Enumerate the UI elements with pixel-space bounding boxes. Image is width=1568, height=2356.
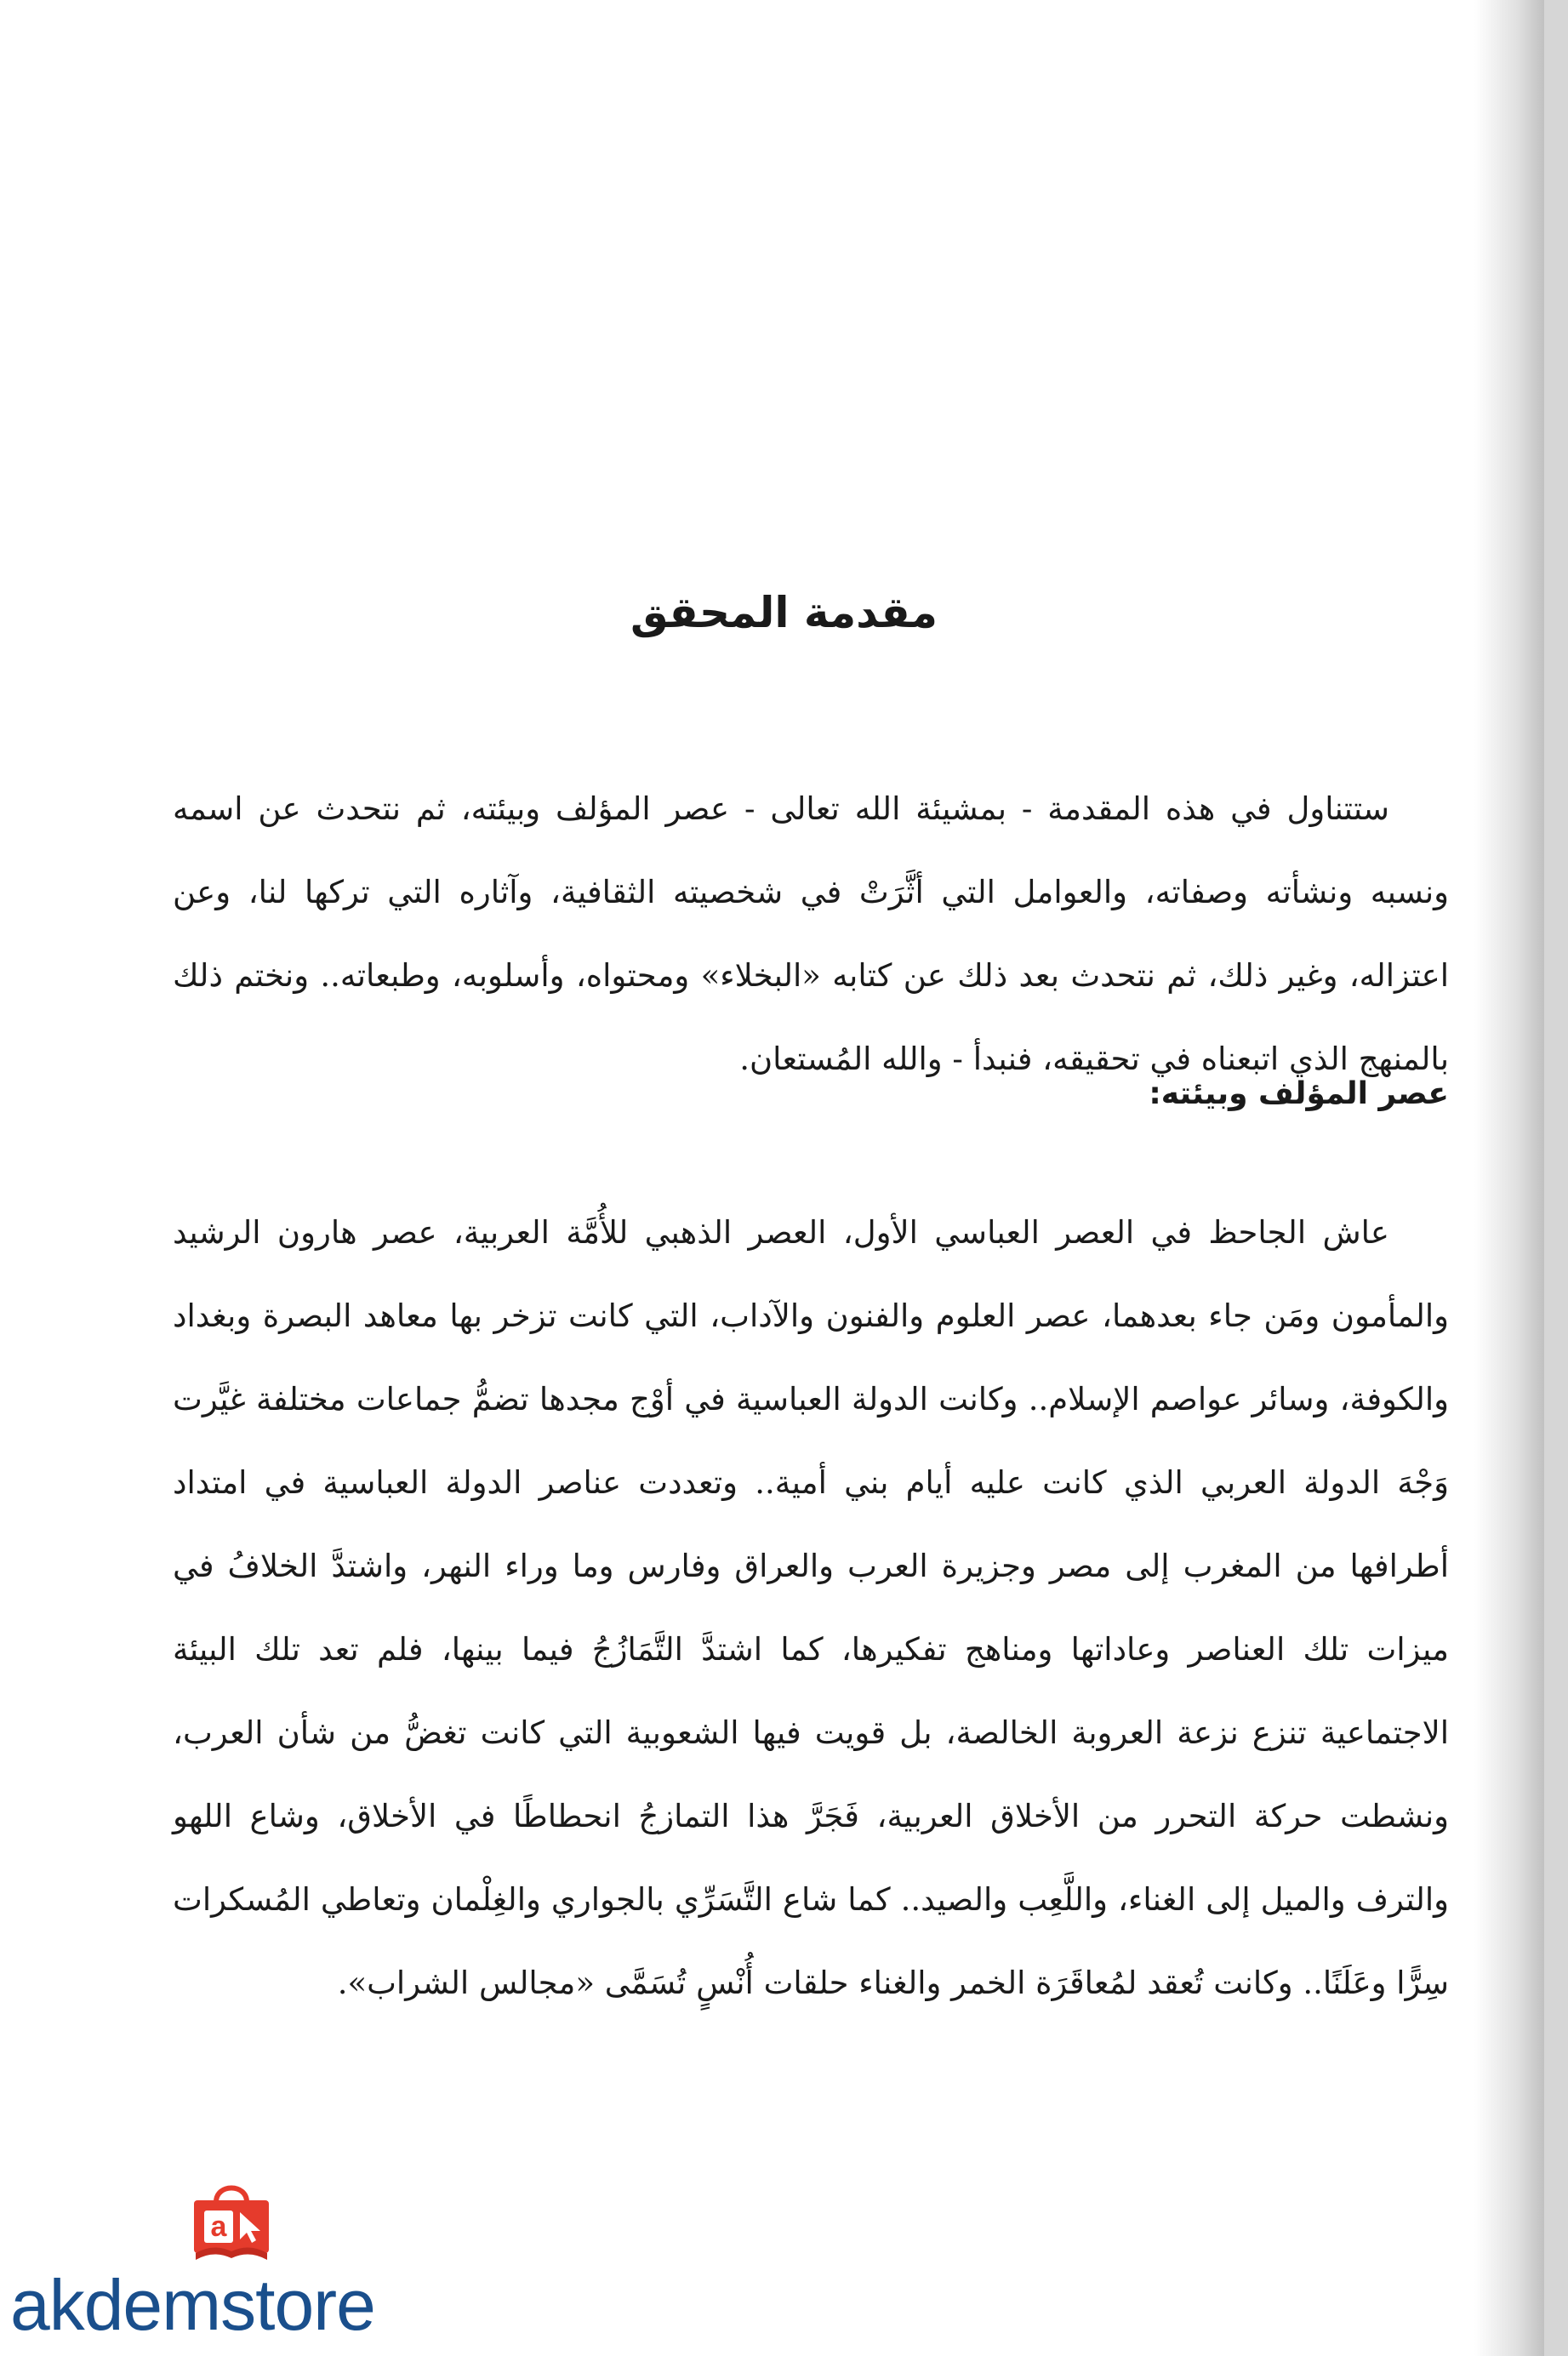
intro-paragraph: ستتناول في هذه المقدمة - بمشيئة الله تعالى - عصر المؤلف وبيئته، ثم نتحدث عن اسمه ونسبه ونشأته وصفاته، والعوامل التي أثَّرَتْ في شخصيته الثقافية، وآثاره التي تركها لنا، وعن اعتزاله، وغير ذلك، ثم نتحدث بعد ذلك عن كتابه «البخلاء» ومحتواه، وأسلوبه، وطبعاته.. ونختم ذلك بالمنهج الذي اتبعناه في تحقيقه، فنبدأ - والله المُستعان. [173, 790, 1449, 1077]
section-text [173, 1191, 1449, 2025]
section-heading: عصر المؤلف وبيئته: [1149, 1076, 1449, 1111]
logo-brand-text: akdemstore [10, 2265, 375, 2345]
shopping-bag-book-icon [184, 2178, 279, 2263]
intro-text [173, 767, 1449, 1101]
section-paragraph: عاش الجاحظ في العصر العباسي الأول، العصر الذهبي للأُمَّة العربية، عصر هارون الرشيد والمأمون ومَن جاء بعدهما، عصر العلوم والفنون والآداب، التي كانت تزخر بها معاهد البصرة وبغداد والكوفة، وسائر عواصم الإسلام.. وكانت الدولة العباسية في أوْج مجدها تضمُّ جماعات مختلفة غيَّرت وَجْهَ الدولة العربي الذي كانت عليه أيام بني أمية.. وتعددت عناصر الدولة العباسية في امتداد أطرافها من المغرب إلى مصر وجزيرة العرب والعراق وفارس وما وراء النهر، واشتدَّ الخلافُ في ميزات تلك العناصر وعاداتها ومناهج تفكيرها، كما اشتدَّ التَّمَازُجُ فيما بينها، فلم تعد تلك البيئة الاجتماعية تنزع نزعة العروبة الخالصة، بل قويت فيها الشعوبية التي كانت تغضُّ من شأن العرب، ونشطت حركة التحرر من الأخلاق العربية، فَجَرَّ هذا التمازجُ انحطاطًا في الأخلاق، وشاع اللهو والترف والميل إلى الغناء، واللَّعِب والصيد.. كما شاع التَّسَرِّي بالجواري والغِلْمان وتعاطي المُسكرات سِرًّا وعَلَنًا.. وكانت تُعقد لمُعاقَرَة الخمر والغناء حلقات أُنْسٍ تُسَمَّى «مجالس الشراب». [173, 1214, 1449, 2001]
page-edge [1544, 0, 1568, 2356]
logo-wordmark [7, 2263, 483, 2348]
chapter-title: مقدمة المحقق [630, 588, 938, 637]
akdemstore-logo [7, 2178, 483, 2348]
logo-badge-letter: a [210, 2211, 227, 2243]
